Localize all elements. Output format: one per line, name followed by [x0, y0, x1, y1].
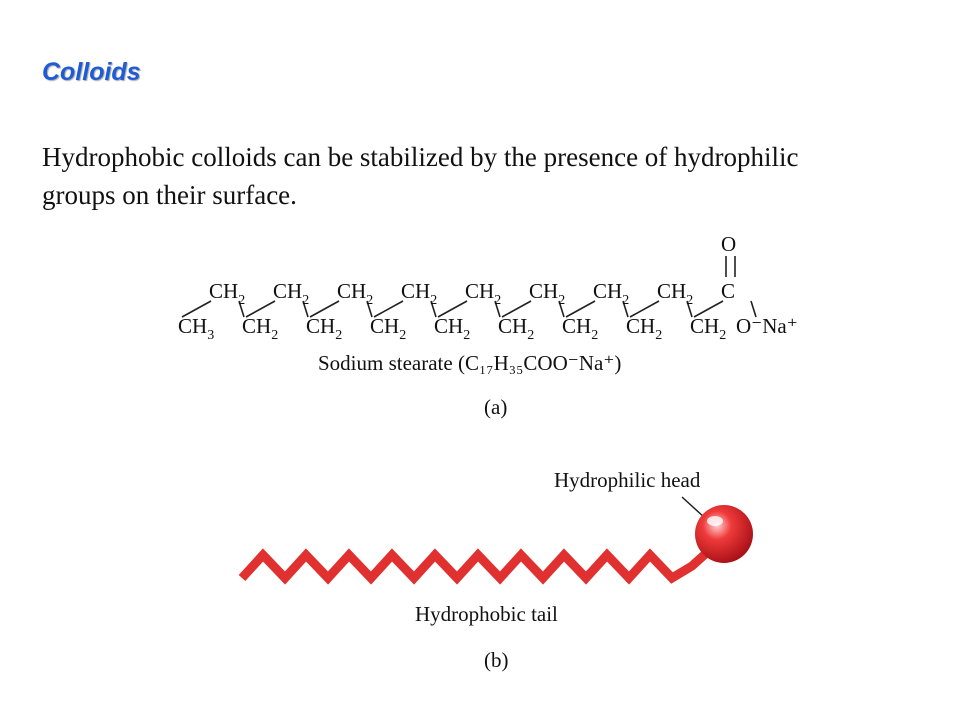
top-row-group: $CH_2$ [529, 279, 566, 308]
panel-label-a: (a) [484, 395, 508, 419]
top-row-group: $CH_2$ [273, 279, 310, 308]
top-row-group: $CH_2$ [337, 279, 374, 308]
surfactant-model [242, 468, 753, 672]
sodium-stearate-structure [178, 232, 798, 419]
top-row-group: $CH_2$ [209, 279, 246, 308]
head-label-leader [682, 497, 705, 518]
panel-label-b: (b) [484, 648, 509, 672]
bottom-row-groups [178, 314, 726, 343]
bottom-row-group: $CH_2$ [434, 314, 471, 343]
bottom-row-group: $CH_2$ [242, 314, 279, 343]
compound-name: Sodium stearate (C₁₇H₃₅COO⁻Na⁺) [318, 351, 622, 375]
hydrophilic-head-label: Hydrophilic head [554, 468, 701, 492]
hydrophobic-tail-label: Hydrophobic tail [415, 602, 558, 626]
top-row-group: $CH_2$ [465, 279, 502, 308]
top-row-group: $CH_2$ [401, 279, 438, 308]
bottom-row-group: $CH_3$ [178, 314, 215, 343]
top-row-groups [209, 279, 693, 308]
hydrophobic-tail [242, 548, 712, 578]
bottom-row-group: $CH_2$ [690, 314, 727, 343]
bottom-row-group: $CH_2$ [306, 314, 343, 343]
top-row-group: $CH_2$ [593, 279, 630, 308]
slide-title: Colloids [42, 58, 141, 86]
bottom-row-group: $CH_2$ [498, 314, 535, 343]
top-row-group: $CH_2$ [657, 279, 694, 308]
bottom-row-group: $CH_2$ [562, 314, 599, 343]
bottom-row-group: $CH_2$ [626, 314, 663, 343]
carboxylate-group: O⁻Na⁺ [736, 314, 798, 338]
hydrophilic-head-sphere [695, 505, 753, 563]
carbonyl-oxygen: O [721, 232, 737, 256]
body-paragraph: Hydrophobic colloids can be stabilized by the presence of hydrophilic groups on their surface. [42, 142, 799, 210]
carbonyl-carbon: C [721, 279, 736, 303]
bottom-row-group: $CH_2$ [370, 314, 407, 343]
head-highlight [707, 516, 723, 526]
